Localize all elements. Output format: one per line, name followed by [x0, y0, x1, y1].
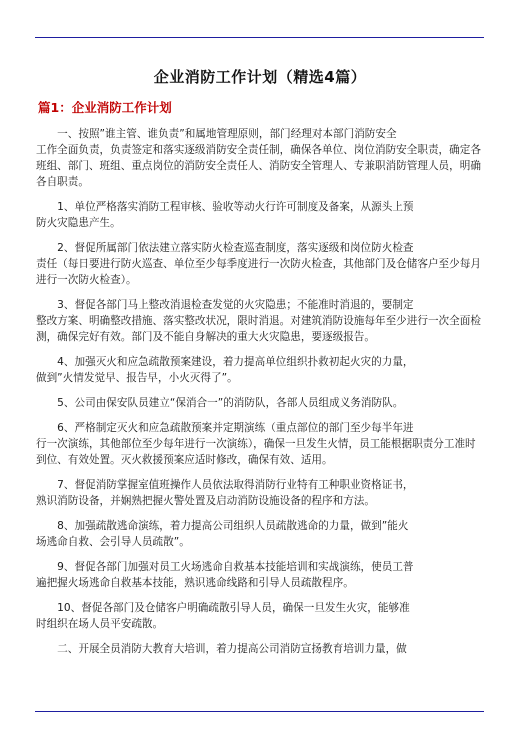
paragraph-line: 10、督促各部门及仓储客户明确疏散引导人员，确保一旦发生火灾，能够准 — [36, 602, 410, 614]
footer-rule — [35, 711, 484, 712]
paragraph — [36, 420, 484, 468]
document-title: 企业消防工作计划（精选4篇） — [153, 68, 367, 86]
paragraph-line: 各自职责。 — [36, 176, 89, 188]
paragraph-line: 2、督促所属部门依法建立落实防火检查巡查制度，落实逐级和岗位防火检查 — [36, 242, 414, 254]
paragraph — [36, 297, 484, 345]
paragraph-line: 遍把握火场逃命自救基本技能，熟识逃命线路和引导人员疏散程序。 — [36, 577, 354, 589]
paragraph-line: 防火灾隐患产生。 — [36, 217, 121, 229]
paragraph-line: 9、督促各部门加强对员工火场逃命自救基本技能培训和实战演练，使员工普 — [36, 561, 414, 573]
paragraph-line: 做到”火情发觉早、报告早，小火灭得了”。 — [36, 372, 238, 384]
paragraph-line: 一、按照”谁主管、谁负责”和属地管理原则，部门经理对本部门消防安全 — [36, 128, 397, 140]
paragraph-line: 工作全面负责，负责签定和落实逐级消防安全责任制，确保各单位、岗位消防安全职责，确定各 — [36, 144, 481, 156]
paragraph-line: 班组、部门、班组、重点岗位的消防安全责任人、消防安全管理人、专兼职消防管理人员，明确 — [36, 160, 481, 172]
paragraph-line: 6、严格制定灭火和应急疏散预案并定期演练（重点部位的部门至少每半年进 — [36, 422, 414, 434]
paragraph-line: 场逃命自救、会引导人员疏散”。 — [36, 536, 190, 548]
paragraph — [36, 518, 484, 550]
paragraph — [36, 477, 484, 509]
paragraph-line: 5、公司由保安队员建立“保消合一”的消防队，各部人员组成义务消防队。 — [36, 397, 404, 409]
paragraph — [36, 354, 484, 386]
paragraph — [36, 199, 484, 231]
section-heading: 篇1：企业消防工作计划 — [38, 100, 172, 115]
paragraph — [36, 600, 484, 632]
paragraph-line: 时组织在场人员平安疏散。 — [36, 618, 164, 630]
paragraph-line: 熟识消防设备，并娴熟把握火警处置及启动消防设施设备的程序和方法。 — [36, 495, 375, 507]
paragraph-line: 进行一次防火检查）。 — [36, 274, 137, 286]
paragraph-line: 责任（每日要进行防火巡查、单位至少每季度进行一次防火检查，其他部门及仓储客户至少每月 — [36, 258, 481, 270]
document-body — [36, 126, 484, 666]
paragraph-line: 到位、有效处置。灭火救援预案应适时修改，确保有效、适用。 — [36, 454, 333, 466]
paragraph — [36, 126, 484, 190]
paragraph-line: 4、加强灭火和应急疏散预案建设，着力提高单位组织扑救初起火灾的力量， — [36, 356, 414, 368]
paragraph-line: 二、开展全员消防大教育大培训，着力提高公司消防宣扬教育培训力量，做 — [36, 643, 407, 655]
paragraph — [36, 559, 484, 591]
paragraph — [36, 395, 484, 411]
paragraph-line: 1、单位严格落实消防工程审核、验收等动火行许可制度及备案，从源头上预 — [36, 201, 414, 213]
paragraph-line: 8、加强疏散逃命演练，着力提高公司组织人员疏散逃命的力量，做到”能火 — [36, 520, 409, 532]
paragraph-line: 3、督促各部门马上整改消退检查发觉的火灾隐患；不能准时消退的，要制定 — [36, 299, 414, 311]
paragraph-line: 7、督促消防掌握室值班操作人员依法取得消防行业特有工种职业资格证书， — [36, 479, 414, 491]
paragraph — [36, 641, 484, 657]
paragraph — [36, 240, 484, 288]
paragraph-line: 测，确保完好有效。部门及不能自身解决的重大火灾隐患，要逐级报告。 — [36, 331, 375, 343]
paragraph-line: 行一次演练，其他部位至少每年进行一次演练），确保一旦发生火情，员工能根据职责分工准时 — [36, 438, 476, 450]
paragraph-line: 整改方案、明确整改措施、落实整改状况，限时消退。对建筑消防设施每年至少进行一次全面检 — [36, 315, 481, 327]
header-rule — [35, 37, 484, 38]
